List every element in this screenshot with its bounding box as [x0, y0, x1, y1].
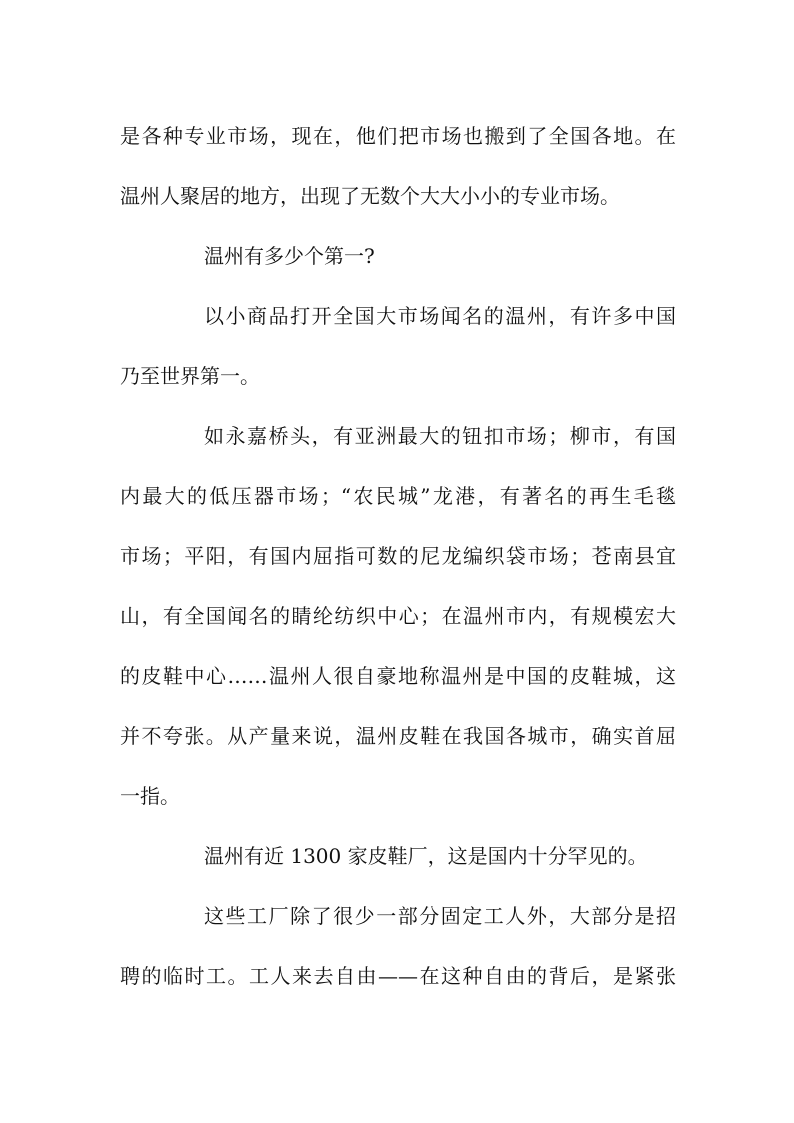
text-line: 的皮鞋中心……温州人很自豪地称温州是中国的皮鞋城，这: [120, 664, 676, 688]
text-line: 乃至世界第一。: [120, 364, 260, 388]
text-line: 一指。: [120, 784, 180, 808]
text-line: 温州有多少个第一?: [204, 244, 375, 268]
text-line: 聘的临时工。工人来去自由——在这种自由的背后，是紧张: [120, 964, 676, 988]
text-line: 是各种专业市场，现在，他们把市场也搬到了全国各地。在: [120, 124, 676, 148]
text-line: 这些工厂除了很少一部分固定工人外，大部分是招: [204, 904, 676, 928]
text-line: 并不夸张。从产量来说，温州皮鞋在我国各城市，确实首屈: [120, 724, 676, 748]
text-line: 如永嘉桥头，有亚洲最大的钮扣市场；柳市，有国: [204, 424, 676, 448]
text-line: 温州有近 1300 家皮鞋厂，这是国内十分罕见的。: [204, 844, 648, 868]
text-line: 山，有全国闻名的睛纶纺织中心；在温州市内，有规模宏大: [120, 604, 676, 628]
text-line: 市场；平阳，有国内屈指可数的尼龙编织袋市场；苍南县宜: [120, 544, 676, 568]
text-line: 内最大的低压器市场；“农民城”龙港，有著名的再生毛毯: [120, 484, 676, 508]
document-body: [120, 106, 676, 1006]
text-line: 以小商品打开全国大市场闻名的温州，有许多中国: [204, 304, 676, 328]
text-line: 温州人聚居的地方，出现了无数个大大小小的专业市场。: [120, 184, 620, 208]
